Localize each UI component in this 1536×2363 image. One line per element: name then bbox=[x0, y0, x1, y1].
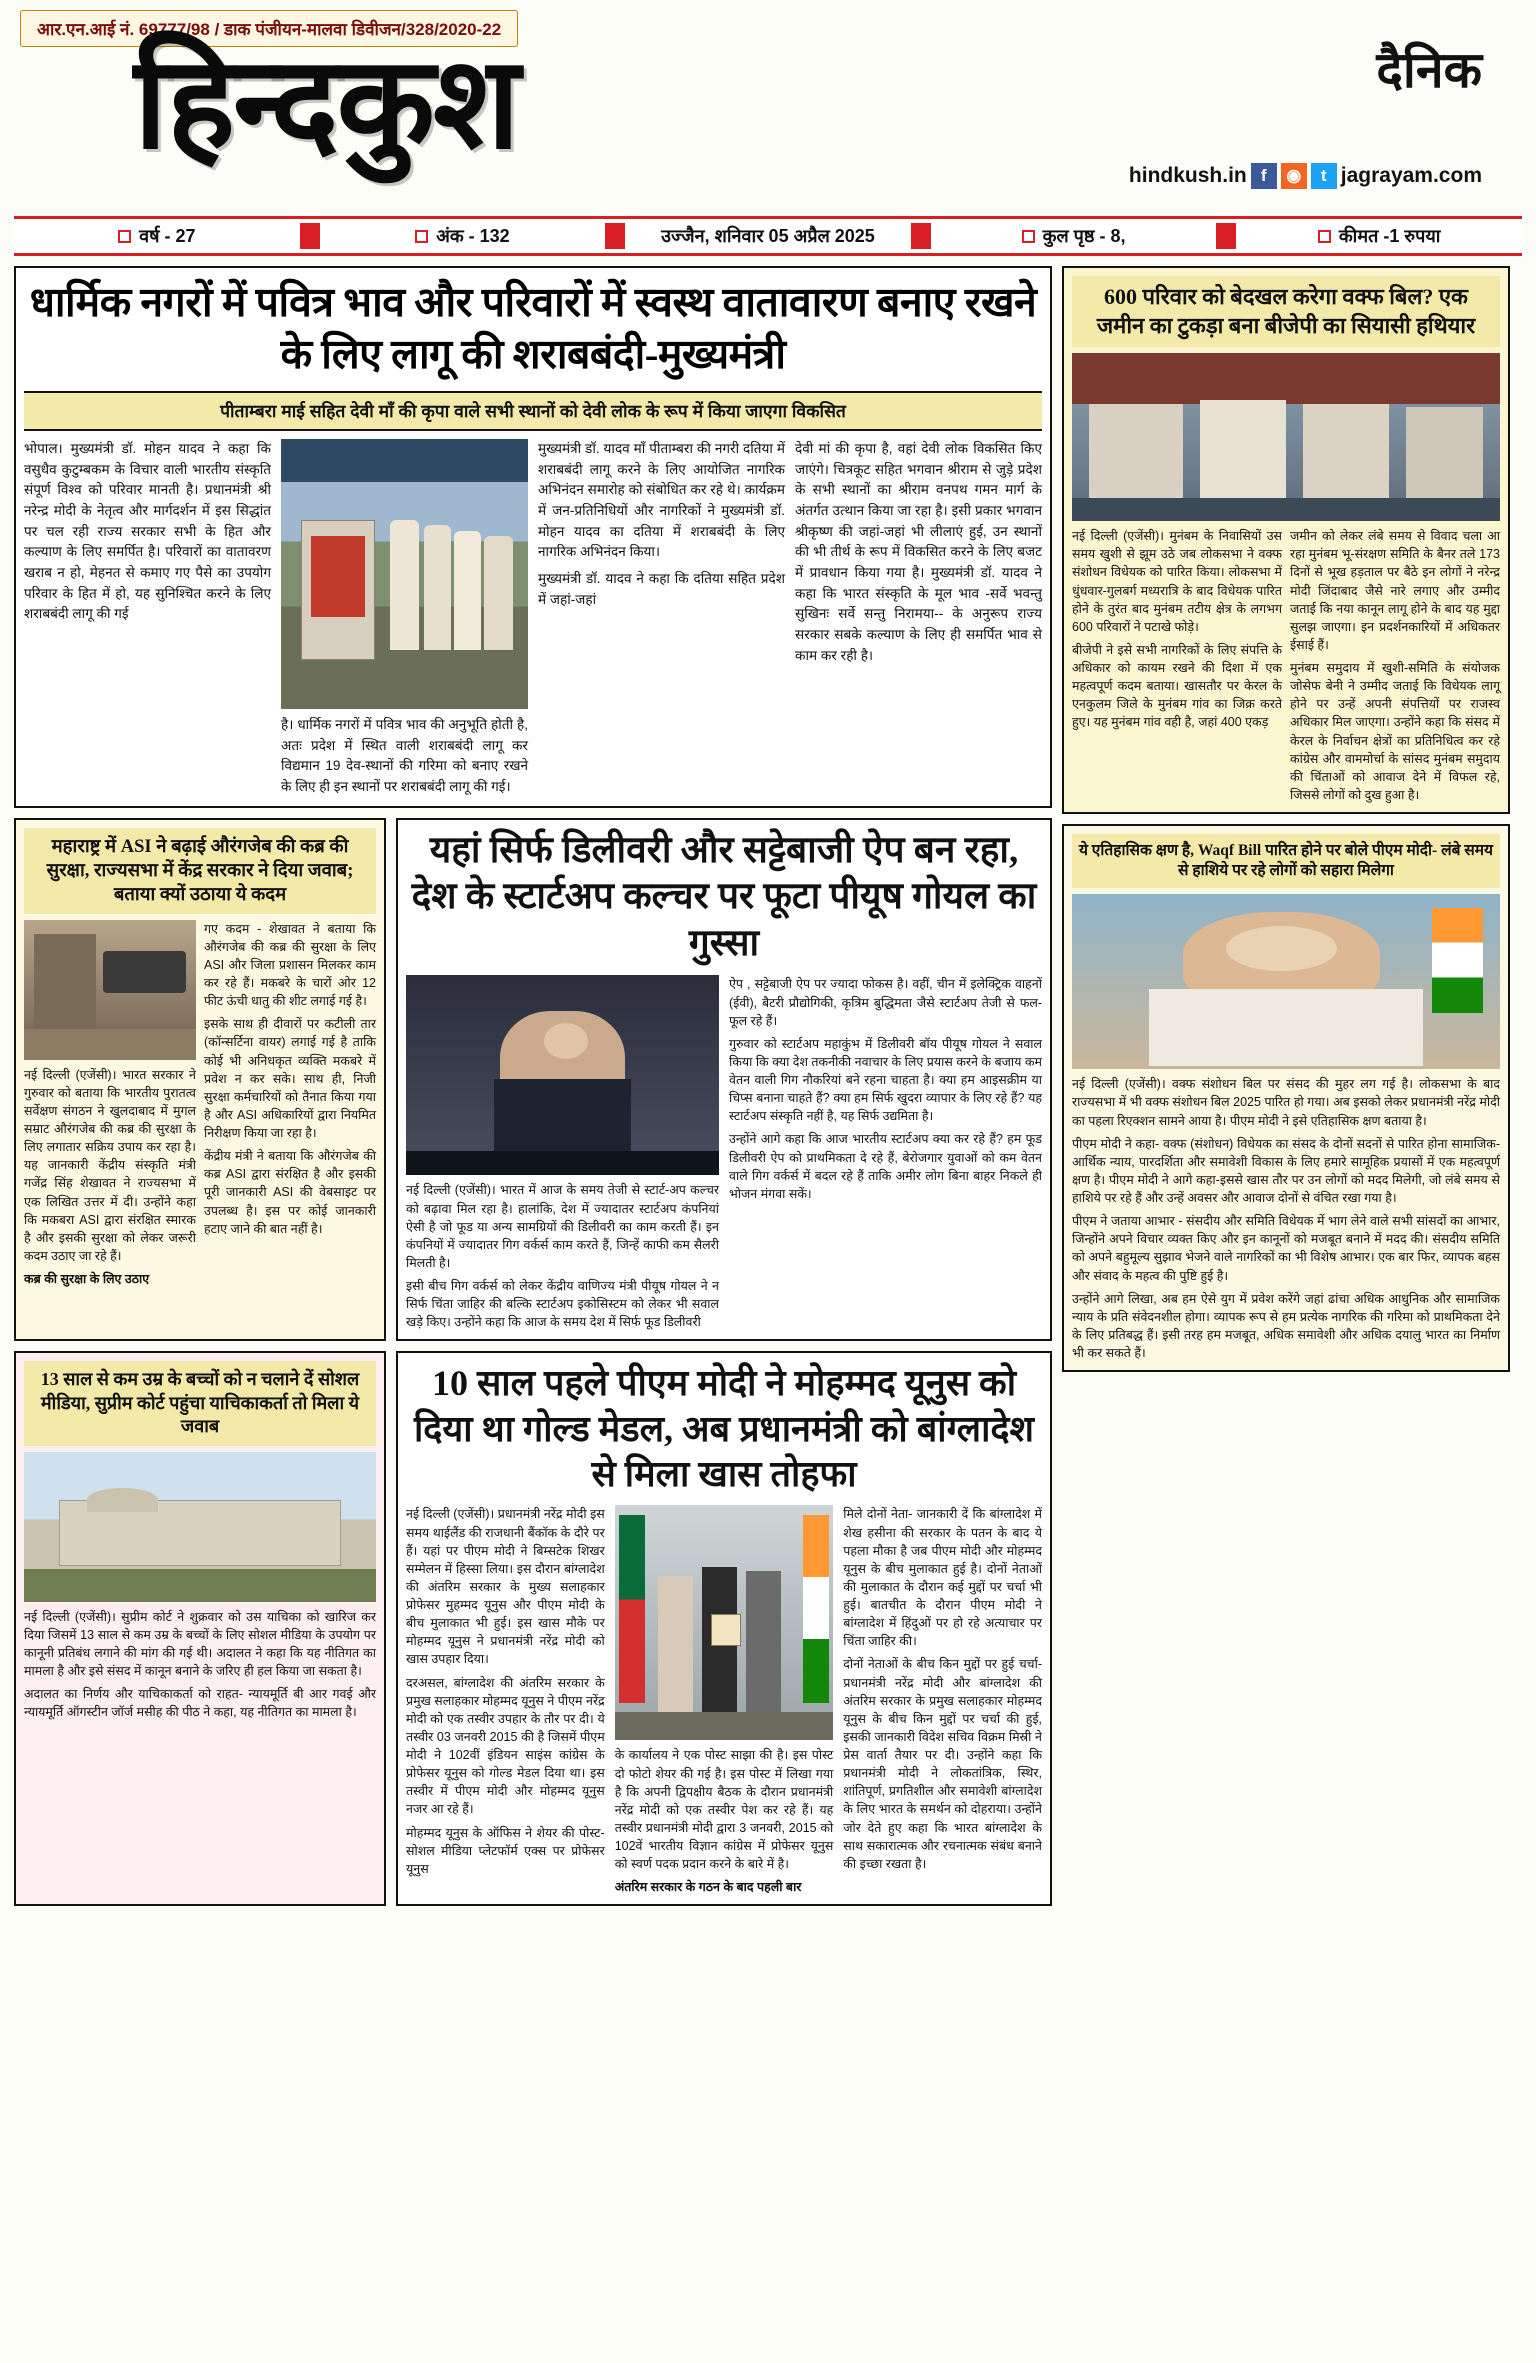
asi-subhead: कब्र की सुरक्षा के लिए उठाए bbox=[24, 1272, 150, 1287]
modi-waqf-text-4: उन्होंने आगे लिखा, अब हम ऐसे युग में प्रवेश करेंगे जहां ढांचा अधिक आधुनिक और सामाजिक न्याय के प्रति संवेदनशील होगा। व्यापक रूप से हम प्रत्येक नागरिक की गरिमा को प्राथमिकता देने के लिए प्रतिबद्ध हैं। इसी तरह हम मजबूत, अधिक समावेशी और अधिक दयालु भारत का निर्माण भी कर सकते हैं। bbox=[1072, 1291, 1500, 1361]
social-media-text-2: अदालत का निर्णय और याचिकाकर्ता को राहत- न्यायमूर्ति बी आर गवई और न्यायमूर्ति ऑगस्टीन जॉर्ज मसीह की पीठ ने कहा, यह नीतिगत का मामला है। bbox=[24, 1687, 376, 1720]
goldmedal-text-3: मिले दोनों नेता- जानकारी दें कि बांग्लादेश में शेख हसीना की सरकार के पतन के बाद ये पहला मौका है जब पीएम मोदी और मोहम्मद यूनुस के बीच मुलाकात हुई है। दोनों नेताओं की मुलाकात के दौरान कई मुद्दों पर चर्चा भी हुई। बातचीत के दौरान पीएम मोदी ने बांग्लादेश में हिंदुओं पर हो रहे अत्याचार पर चिंता जाहिर की। bbox=[843, 1507, 1042, 1649]
parliament-photo bbox=[1072, 353, 1500, 521]
modi-waqf-text-1: नई दिल्ली (एजेंसी)। वक्फ संशोधन बिल पर संसद की मुहर लग गई है। लोकसभा के बाद राज्यसभा में भी वक्फ संशोधन बिल 2025 पारित हो गया। अब इसको लेकर प्रधानमंत्री नरेंद्र मोदी का पहला रिएक्शन सामने आया है। पीएम मोदी ने इसे एतिहासिक क्षण बताया है। bbox=[1072, 1077, 1500, 1128]
website-url[interactable]: hindkush.in bbox=[1128, 164, 1247, 187]
pages-label: कुल पृष्ठ - 8, bbox=[1042, 226, 1126, 246]
lead-text-1: भोपाल। मुख्यमंत्री डॉ. मोहन यादव ने कहा कि वसुधैव कुटुम्बकम के विचार वाली भारतीय संस्कृति संपूर्ण विश्व को परिवार मानती है। प्रधानमंत्री श्री नरेन्द्र मोदी के नेतृत्व और मार्गदर्शन में इस सिद्धांत पर चल रही राज्य सरकार सभी के हित और कल्याण के लिए समर्पित है। परिवारों का वातावरण खराब न हो, मेहनत से कमाए गए पैसे का उपयोग परिवार के हित में हो, यह सुनिश्चित करने के लिए शराबबंदी लागू की गई bbox=[24, 440, 271, 622]
lead-col-2 bbox=[281, 439, 528, 798]
goldmedal-story bbox=[396, 1351, 1052, 1906]
dainik-label: दैनिक bbox=[1376, 42, 1482, 98]
startup-headline: यहां सिर्फ डिलीवरी और सट्टेबाजी ऐप बन रहा, देश के स्टार्टअप कल्चर पर फूटा पीयूष गोयल का गुस्सा bbox=[411, 829, 1037, 964]
modi-waqf-story bbox=[1062, 824, 1510, 1372]
email-text[interactable]: jagrayam.com bbox=[1340, 164, 1482, 187]
lead-text-2: मुख्यमंत्री डॉ. यादव माँ पीताम्बरा की नगरी दतिया में शराबबंदी लागू करने के लिए आयोजित नागरिक अभिनंदन समारोह को संबोधित कर रहे थे। कार्यक्रम में जन-प्रतिनिधियों और नागरिकों ने मुख्यमंत्री डॉ. मोहन यादव का दतिया में शराबबंदी के लिए नागरिक अभिनंदन किया। bbox=[538, 440, 785, 560]
rni-number: आर.एन.आई नं. 69777/98 / डाक पंजीयन-मालवा डिवीजन/328/2020-22 bbox=[20, 10, 518, 47]
twitter-icon[interactable]: t bbox=[1311, 163, 1337, 189]
facebook-icon[interactable]: f bbox=[1251, 163, 1277, 189]
modi-waqf-text-3: पीएम ने जताया आभार - संसदीय और समिति विधेयक में भाग लेने वाले सभी सांसदों का आभार, जिन्होंने अपने विचार व्यक्त किए और इन कानूनों को मजबूत बनाने में मदद की। संसदीय समिति को अपने बहुमूल्य सुझाव भेजने वाले नागरिकों का भी विशेष आभार। एक बार फिर, व्यापक बहस और संवाद के महत्व की पुष्टि हुई है। bbox=[1072, 1214, 1500, 1283]
issue-info-bar bbox=[14, 216, 1522, 256]
divider bbox=[1216, 223, 1236, 249]
square-bullet-icon bbox=[1318, 230, 1331, 243]
startup-text-2: ऐप , सट्टेबाजी ऐप पर ज्यादा फोकस है। वहीं, चीन में इलेक्ट्रिक वाहनों (ईवी), बैटरी प्रौद्योगिकी, कृत्रिम बुद्धिमता जैसे स्टार्टअप तेजी से फल-फूल रहे हैं। bbox=[729, 977, 1042, 1028]
lead-photo bbox=[281, 439, 528, 709]
asi-photo bbox=[24, 920, 196, 1060]
price-label: कीमत -1 रुपया bbox=[1338, 226, 1441, 246]
asi-story bbox=[14, 818, 386, 1342]
newspaper-logo bbox=[134, 33, 518, 175]
goldmedal-text-1c: मोहम्मद यूनुस के ऑफिस ने शेयर की पोस्ट- सोशल मीडिया प्लेटफॉर्म एक्स पर प्रोफेसर यूनुस bbox=[406, 1825, 605, 1876]
asi-text-2c: केंद्रीय मंत्री ने बताया कि औरंगजेब की कब्र ASI द्वारा संरक्षित है और इसकी पूरी जानकारी ASI की वेबसाइट पर उपलब्ध है। इस पर कोई जानकारी हटाए जाने की बात नहीं है। bbox=[204, 1149, 376, 1236]
startup-photo bbox=[406, 975, 719, 1175]
goldmedal-text-3b: दोनों नेताओं के बीच किन मुद्दों पर हुई चर्चा- प्रधानमंत्री नरेंद्र मोदी और बांग्लादेश की अंतरिम सरकार के प्रमुख सलाहकार मोहम्मद यूनुस के बीच किन मुद्दों पर चर्चा की हुई, इसकी जानकारी विदेश सचिव विक्रम मिस्री ने प्रेस वार्ता तैयार पर दी। उन्होंने कहा कि प्रधानमंत्री मोदी ने लोकतांत्रिक, स्थिर, शांतिपूर्ण, प्रगतिशील और समावेशी बांग्लादेश के लिए भारत के समर्थन को दोहराया। उन्होंने जोर देते हुए कहा कि भारत बांग्लादेश के साथ सकारात्मक और रचनात्मक संबंध बनाने की इच्छा रखता है। bbox=[843, 1657, 1042, 1871]
modi-waqf-text-2: पीएम मोदी ने कहा- वक्फ (संशोधन) विधेयक का संसद के दोनों सदनों से पारित होना सामाजिक-आर्थिक न्याय, पारदर्शिता और समावेशी विकास के लिए हमारे सामूहिक प्रयासों में एक महत्वपूर्ण क्षण है। पीएम मोदी ने आगे कहा-इससे खास तौर पर उन लोगों को मदद मिलेगी, जो लंबे समय से हाशिये पर रहे हैं और उन्हें अवसर और आवाज दोनों से वंचित रखा गया है। bbox=[1072, 1136, 1500, 1206]
asi-headline: महाराष्ट्र में ASI ने बढ़ाई औरंगजेब की कब्र की सुरक्षा, राज्यसभा में केंद्र सरकार ने दिया जवाब; बताया क्यों उठाया ये कदम bbox=[24, 828, 376, 914]
issue-label: अंक - 132 bbox=[436, 226, 510, 246]
square-bullet-icon bbox=[415, 230, 428, 243]
waqf-headline: 600 परिवार को बेदखल करेगा वक्फ बिल? एक जमीन का टुकड़ा बना बीजेपी का सियासी हथियार bbox=[1072, 276, 1500, 347]
lead-col-4 bbox=[795, 439, 1042, 798]
divider bbox=[605, 223, 625, 249]
lead-text-1b: है। धार्मिक नगरों में पवित्र भाव की अनुभूति होती है, अतः प्रदेश में स्थित वाली शराबबंदी लागू कर विद्यमान 19 देव-स्थानों की गरिमा को बनाए रखने के लिए ही इन स्थानों पर शराबबंदी लागू की गई। bbox=[281, 716, 528, 794]
lead-text-3: देवी मां की कृपा है, वहां देवी लोक विकसित किए जाएंगे। चित्रकूट सहित भगवान श्रीराम से जुड़े प्रदेश के सभी स्थानों का श्रीराम वनपथ गमन मार्ग के अंतर्गत उत्थान किया जा रहा है। इसी प्रकार भगवान श्रीकृष्ण की जहां-जहां भी लीलाएं हुई, उन स्थानों की भी तीर्थ के रूप में विकसित करने के लिए बजट में प्रावधान किया गया है। मुख्यमंत्री डॉ. यादव ने कहा कि भारत संस्कृति के मूल भाव -सर्वे भवन्तु सुखिनः सर्वे सन्तु निरामया-- के अनुरूप राज्य सरकार सबके कल्याण के लिए ही समर्पित भाव से काम कर रही है। bbox=[795, 440, 1042, 663]
modi-yunus-photo bbox=[615, 1505, 834, 1740]
social-media-headline: 13 साल से कम उम्र के बच्चों को न चलाने दें सोशल मीडिया, सुप्रीम कोर्ट पहुंचा याचिकाकर्ता तो मिला ये जवाब bbox=[24, 1361, 376, 1445]
startup-text-2b: गुरुवार को स्टार्टअप महाकुंभ में डिलीवरी बॉय पीयूष गोयल ने सवाल किया कि क्या देश तकनीकी नवाचार के लिए प्रयास करने के बजाय कम वेतन वाली गिग नौकरियां बने रहना चाहता है। क्या हम आइसक्रीम या चिप्स बनाना चाहते हैं? क्या हम सिर्फ खुदरा व्यापार के लिए रहे हैं? यह स्टार्टअप संस्कृति नहीं है, यह सिर्फ उद्यमिता है। bbox=[729, 1036, 1042, 1124]
square-bullet-icon bbox=[118, 230, 131, 243]
startup-text-2c: उन्होंने आगे कहा कि आज भारतीय स्टार्टअप क्या कर रहे हैं? हम फूड डिलीवरी ऐप को प्राथमिकता दे रहे हैं, बेरोजगार युवाओं को कम वेतन वाले गिग वर्कर्स में बदल रहे हैं ताकि अमीर लोग बिना बाहर निकले ही भोजन मंगवा सकें। bbox=[729, 1132, 1042, 1201]
info-price bbox=[1236, 224, 1522, 248]
masthead bbox=[14, 10, 1522, 210]
asi-text-1: नई दिल्ली (एजेंसी)। भारत सरकार ने गुरुवार को बताया कि भारतीय पुरातत्व सर्वेक्षण संगठन ने खुलदाबाद में मुगल सम्राट औरंगजेब की कब्र की सुरक्षा के लिए लगातार सक्रिय उपाय कर रहा है। यह जानकारी केंद्रीय संस्कृति मंत्री गजेंद्र सिंह शेखावत ने राज्यसभा में एक लिखित उत्तर में दी। उन्होंने कहा कि मकबरा ASI द्वारा संरक्षित स्मारक है और इसकी सुरक्षा को लेकर जरूरी कदम उठाए जा रहे हैं। bbox=[24, 1067, 196, 1263]
info-date bbox=[625, 224, 911, 248]
lead-story bbox=[14, 266, 1052, 808]
startup-story bbox=[396, 818, 1052, 1342]
year-label: वर्ष - 27 bbox=[139, 226, 196, 246]
rss-icon[interactable]: ◉ bbox=[1281, 163, 1307, 189]
waqf-story bbox=[1062, 266, 1510, 814]
logo-text: हिन्दकुश bbox=[134, 33, 518, 175]
place-date-label: उज्जैन, शनिवार 05 अप्रैल 2025 bbox=[661, 226, 875, 246]
waqf-text-1: नई दिल्ली (एजेंसी)। मुनंबम के निवासियों उस समय खुशी से झूम उठे जब लोकसभा ने वक्फ संशोधन विधेयक को पारित किया। लोकसभा में धुंधवार-गुलबर्ग मध्यरात्रि के बाद विधेयक पारित होने के तुरंत बाद मुनंबम तटीय क्षेत्र के लगभग 600 परिवारों ने पटाखे फोड़े। bbox=[1072, 529, 1282, 634]
goldmedal-headline: 10 साल पहले पीएम मोदी ने मोहम्मद यूनुस को दिया था गोल्ड मेडल, अब प्रधानमंत्री को बांग्लादेश से मिला खास तोहफा bbox=[413, 1363, 1035, 1495]
startup-text-1b: इसी बीच गिग वर्कर्स को लेकर केंद्रीय वाणिज्य मंत्री पीयूष गोयल ने न सिर्फ चिंता जाहिर की बल्कि स्टार्टअप इकोसिस्टम को लेकर भी सवाल खड़े किए। उन्होंने कहा कि आज के समय देश में सिर्फ फूड डिलीवरी bbox=[406, 1279, 719, 1330]
info-year bbox=[14, 224, 300, 248]
startup-text-1: नई दिल्ली (एजेंसी)। भारत में आज के समय तेजी से स्टार्ट-अप कल्चर को बढ़ावा मिल रहा है। हालांकि, देश में ज्यादातर स्टार्टअप कंपनियां ऐसी है जो फूड या अन्य सामग्रियों की डिलीवरी का काम करती हैं। इन कंपनियों में ज्यादातर गिग वर्कर्स काम करते हैं, जिन्हें काफी कम सैलरी मिलती है। bbox=[406, 1183, 719, 1270]
lead-text-2b: मुख्यमंत्री डॉ. यादव ने कहा कि दतिया सहित प्रदेश में जहां-जहां bbox=[538, 570, 785, 607]
info-pages bbox=[931, 224, 1217, 248]
lead-headline: धार्मिक नगरों में पवित्र भाव और परिवारों में स्वस्थ वातावारण बनाए रखने के लिए लागू की शराबबंदी-मुख्यमंत्री bbox=[29, 279, 1037, 378]
modi-photo bbox=[1072, 894, 1500, 1069]
goldmedal-text-1: नई दिल्ली (एजेंसी)। प्रधानमंत्री नरेंद्र मोदी इस समय थाईलैंड की राजधानी बैंकॉक के दौरे पर हैं। यहां पर पीएम मोदी ने बिम्सटेक शिखर सम्मेलन में हिस्सा लिया। इस दौरान बांग्लादेश की अंतरिम सरकार के मुख्य सलाहकार प्रोफेसर मुहम्मद यूनुस और पीएम मोदी के बीच मुलाकात भी हुई। इस खास मौके पर मोहम्मद यूनुस ने प्रधानमंत्री नरेंद्र मोदी को खास उपहार दिया। bbox=[406, 1507, 605, 1667]
lead-col-3 bbox=[538, 439, 785, 798]
goldmedal-text-2: के कार्यालय ने एक पोस्ट साझा की है। इस पोस्ट दो फोटो शेयर की गई है। इस पोस्ट में लिखा गया है कि अपनी द्विपक्षीय बैठक के दौरान प्रधानमंत्री नरेंद्र मोदी को एक तस्वीर पेश कर रहे हैं। यह तस्वीर प्रधानमंत्री मोदी द्वारा 3 जनवरी, 2015 को 102वें भारतीय विज्ञान कांग्रेस में प्रोफेसर यूनुस को स्वर्ण पदक प्रदान करने के बारे में है। bbox=[614, 1748, 834, 1872]
social-bar bbox=[1129, 160, 1482, 192]
waqf-text-1b: बीजेपी ने इसे सभी नागरिकों के लिए संपत्ति के अधिकार को कायम रखने की दिशा में एक महत्वपूर्ण कदम बताया। खासतौर पर केरल के एनकुलम जिले के मुनंबम गांव का जिक्र करते हुए। यह मुनंबम गांव वही है, जहां 400 एकड़ bbox=[1072, 642, 1282, 730]
info-issue bbox=[320, 224, 606, 248]
social-media-text-1: नई दिल्ली (एजेंसी)। सुप्रीम कोर्ट ने शुक्रवार को उस याचिका को खारिज कर दिया जिसमें 13 साल से कम उम्र के बच्चों के लिए सोशल मीडिया के उपयोग पर कानूनी प्रतिबंध लगाने की मांग की गई थी। अदालत ने कहा कि यह नीतिगत का मामला है और इसे संसद में कानून बनाने के जरिए ही हल किया जा सकता है। bbox=[24, 1609, 376, 1678]
asi-text-2: गए कदम - शेखावत ने बताया कि औरंगजेब की कब्र की सुरक्षा के लिए ASI और जिला प्रशासन मिलकर काम कर रहे हैं। मकबरे के चारों ओर 12 फीट ऊंची धातु की शीट लगाई गई है। bbox=[204, 921, 376, 1009]
waqf-text-2: जमीन को लेकर लंबे समय से विवाद चला आ रहा मुनंबम भू-संरक्षण समिति के बैनर तले 173 दिनों से भूख हड़ताल पर बैठे इन लोगों ने नरेन्द्र मोदी जिंदाबाद जैसे नारे लगाए और उम्मीद जताई कि नया कानून लागू होने के बाद यह मुद्दा सुलझ जाएगा। इन प्रदर्शनकारियों में अधिकतर ईसाई हैं। bbox=[1290, 529, 1500, 652]
social-media-story bbox=[14, 1351, 386, 1906]
modi-waqf-headline: ये एतिहासिक क्षण है, Waqf Bill पारित होने पर बोले पीएम मोदी- लंबे समय से हाशिये पर रहे लोगों को सहारा मिलेगा bbox=[1072, 834, 1500, 888]
lead-strapline: पीताम्बरा माई सहित देवी माँ की कृपा वाले सभी स्थानों को देवी लोक के रूप में किया जाएगा विकसित bbox=[24, 391, 1042, 431]
goldmedal-text-1b: दरअसल, बांग्लादेश की अंतरिम सरकार के प्रमुख सलाहकार मोहम्मद यूनुस ने पीएम नरेंद्र मोदी को एक तस्वीर उपहार के तौर पर दी। ये तस्वीर 03 जनवरी 2015 की है जिसमें पीएम मोदी ने 102वीं इंडियन साइंस कांग्रेस के प्रोफेसर यूनुस को गोल्ड मेडल दिया था। इस तस्वीर में पीएम मोदी और मोहम्मद यूनुस नजर आ रहे हैं। bbox=[406, 1675, 605, 1817]
waqf-text-2b: मुनंबम समुदाय में खुशी-समिति के संयोजक जोसेफ बेनी ने उम्मीद जताई कि विधेयक लागू होने पर उन्हें अपनी संपत्तियों पर राजस्व अधिकार मिल जाएगा। उन्होंने कहा कि संसद में केरल के निर्वाचन क्षेत्रों का प्रतिनिधित्व कर रहे कांग्रेस और वाममोर्चा के सांसद मुनंबम समुदाय की चिंताओं को आवाज देने में विफल रहे, जिससे लोगों को दुख हुआ है। bbox=[1290, 661, 1500, 802]
square-bullet-icon bbox=[1022, 230, 1035, 243]
asi-text-2b: इसके साथ ही दीवारों पर कटीली तार (कॉन्सर्टिना वायर) लगाई गई है ताकि कोई भी अनिधकृत व्यक्ति मकबरे में प्रवेश न कर सके। साथ ही, निजी सुरक्षा कर्मचारियों को तैनात किया गया है और ASI अधिकारियों द्वारा नियमित निरीक्षण किया जा रहा है। bbox=[204, 1017, 376, 1141]
goldmedal-subhead: अंतरिम सरकार के गठन के बाद पहली बार bbox=[614, 1880, 802, 1895]
lead-col-1 bbox=[24, 439, 271, 798]
divider bbox=[300, 223, 320, 249]
supreme-court-photo bbox=[24, 1452, 376, 1602]
divider bbox=[911, 223, 931, 249]
